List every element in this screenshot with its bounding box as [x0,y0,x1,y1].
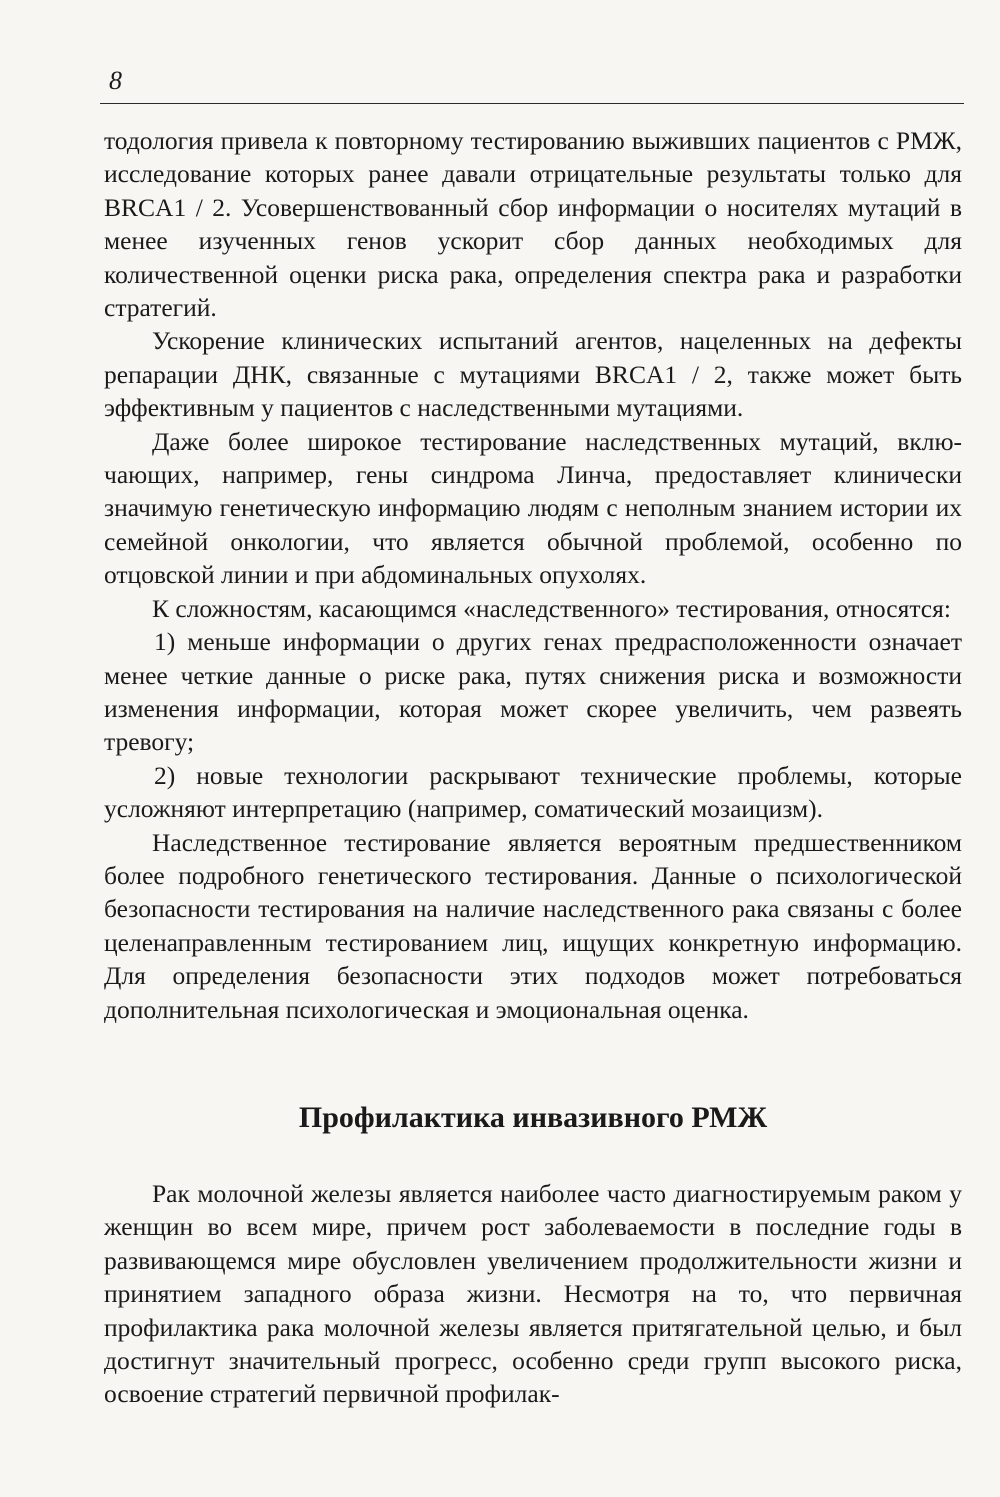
page-number: 8 [109,66,122,95]
section-text [104,1177,962,1411]
list-item: 2) новые технологии раскрывают технические проблемы, которые усложняют интерпретацию (например, соматический мозаицизм). [104,760,962,824]
paragraph: Наследственное тестирование является вероятным предшественником более подробного генетического тестирования. Данные о психологической безопасности тестирования на наличие наследственного рака связаны с более целенаправленным тестированием лиц, ищущих конкретную информацию. Для определения безопасности этих подходов может потребоваться дополнительная психологическая и эмоциональная оценка. [104,827,962,1024]
section-title: Профилактика инвазивного РМЖ [298,1101,768,1134]
paragraph: Даже более широкое тестирование наследственных мутаций, включающих, например, гены синдрома Линча, предоставляет клинически значимую генетическую информацию людям с неполным знанием истории их семейной онкологии, что является обычной проблемой, особенно по отцовской линии и при абдоминальных опухолях. [104,426,962,590]
header-rule [100,103,964,104]
paragraph: К сложностям, касающимся «наследственного» тестирования, относятся: [152,593,951,623]
list-item: 1) меньше информации о других генах предрасположенности означает менее четкие данные о риске рака, путях снижения риска и возможности изменения информации, которая может скорее увеличить, чем развеять тревогу; [104,627,962,757]
body-text [104,124,962,1026]
paragraph: Ускорение клинических испытаний агентов, нацеленных на дефекты репарации ДНК, связанные с мутациями BRCA1 / 2, также может быть эффективным у пациентов с наследственными мутациями. [104,326,962,423]
paragraph: тодология привела к повторному тестированию выживших пациентов с РМЖ, исследование которых ранее давали отрицательные результаты только для BRCA1 / 2. Усовершенствованный сбор информации о носителях мутаций в менее изученных генов ускорит сбор данных необходимых для количественной оценки риска рака, определения спектра рака и разработки стратегий. [104,126,962,323]
paragraph: Рак молочной железы является наиболее часто диагностируемым раком у женщин во всем мире, причем рост заболеваемости в последние годы в развивающемся мире обусловлен увеличением продолжительности жизни и принятием западного образа жизни. Несмотря на то, что первичная профилактика рака молочной железы является притягательной целью, и был достигнут значительный прогресс, особенно среди групп высокого риска, освоение стратегий первичной профилак- [104,1179,962,1409]
